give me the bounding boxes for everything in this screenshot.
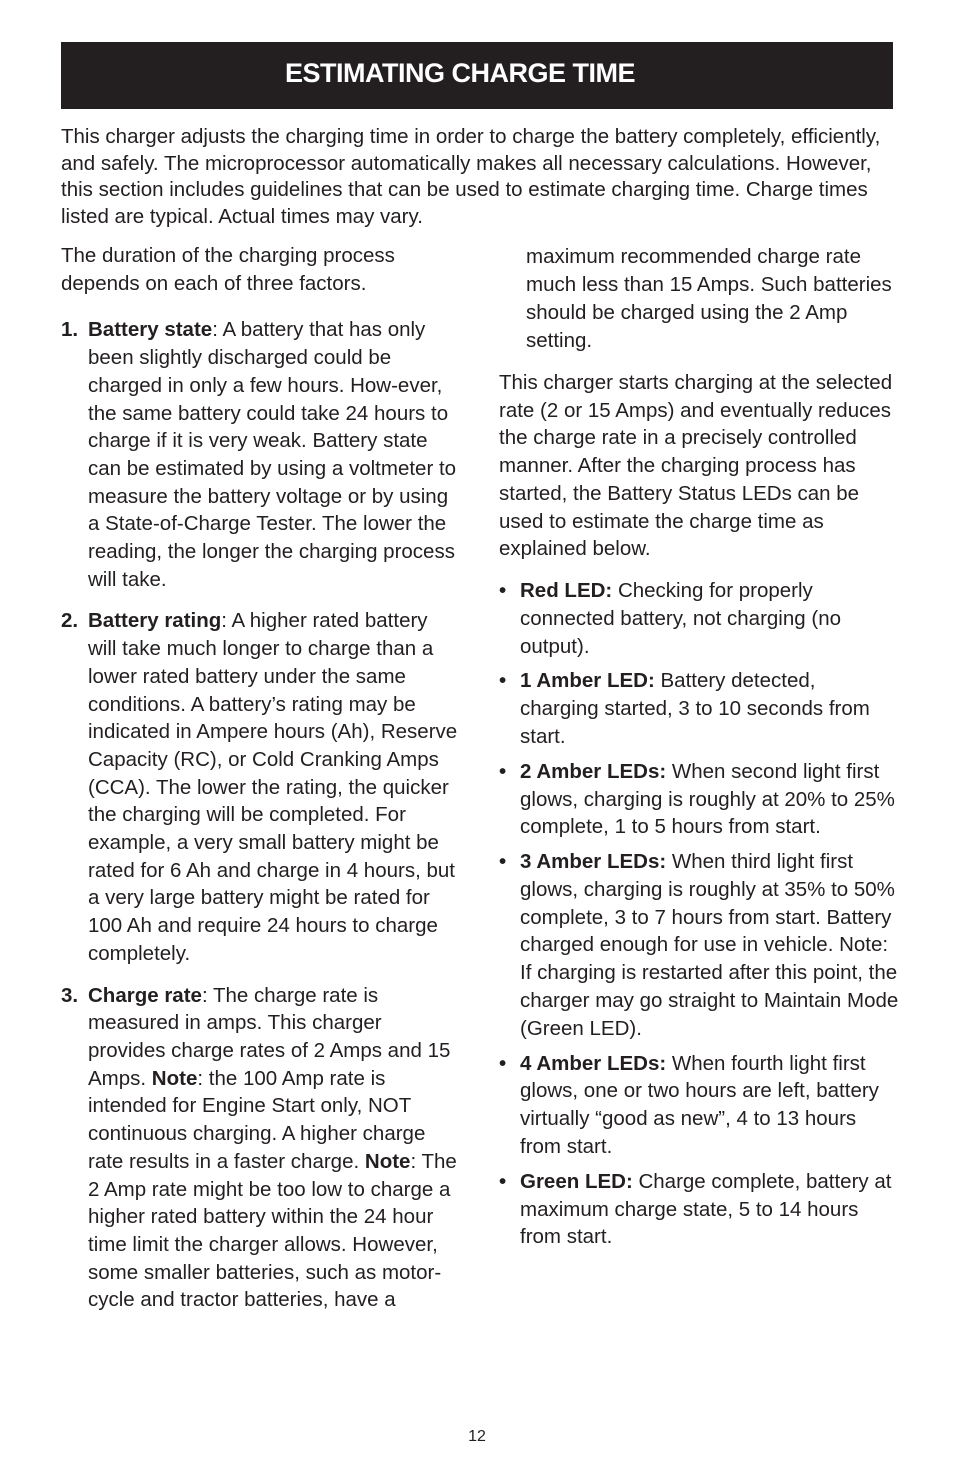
led-label: 1 Amber LED: [520, 669, 655, 693]
led-label: Green LED: [520, 1169, 633, 1193]
charging-description: This charger starts charging at the selected rate (2 or 15 Amps) and eventually reduces the charge rate in a precisely controlled manner. After the charging process has started, the Battery Status LEDs can be used to estimate the charge time as explained below. [499, 371, 893, 561]
led-label: Red LED: [520, 578, 613, 602]
factor-text: : A higher rated battery will take much longer to charge than a lower rated battery under the same conditions. A battery’s rating may be indicated in Ampere hours (Ah), Reserve Capacity (RC), or Cold Cranking Amps (CCA). The lower the rating, the quicker the charging will be completed. For example, a very small battery might be rated for 6 Ah and charge in 4 hours, but a very large battery might be rated for 100 Ah and require 24 hours to charge completely. [88, 609, 458, 965]
factor-title: Battery rating [88, 609, 222, 633]
bullet-icon: • [499, 850, 507, 874]
factor-title: Charge rate [88, 983, 202, 1007]
list-number: 3. [61, 983, 79, 1007]
factor-text: : the 100 Amp rate is intended for Engine Start only, NOT continuous charging. A higher charge rate results in a faster charge. [88, 1066, 426, 1173]
led-text: Checking for properly connected battery, not charging (no output). [520, 578, 841, 658]
list-number: 2. [61, 609, 79, 633]
list-item [499, 577, 899, 660]
led-status-list [499, 577, 899, 1251]
page-number: 12 [468, 1428, 486, 1445]
factor-battery-state [61, 316, 461, 593]
note-label: Note [151, 1066, 198, 1090]
led-text: When third light first glows, charging is roughly at 35% to 50% complete, 3 to 7 hours from start. Battery charged enough for use in vehicle. Note: If charging is restarted after this point, the charger may go straight to Maintain Mode (Green LED). [520, 850, 899, 1040]
factor-title: Battery state [88, 318, 213, 342]
factors-lead: The duration of the charging process depends on each of three factors. [61, 244, 395, 295]
intro-paragraph: This charger adjusts the charging time in order to charge the battery completely, efficiently, and safely. The microprocessor automatically makes all necessary calculations. However, this section includes guidelines that can be used to estimate charging time. Charge times listed are typical. Actual times may vary. [61, 125, 881, 228]
list-item [499, 1050, 899, 1161]
led-text: Battery detected, charging started, 3 to 10 seconds from start. [520, 669, 870, 748]
factor-text: : A battery that has only been slightly discharged could be charged in only a few hours. How-ever, the same battery could take 24 hours to charge if it is very weak. Battery state can be estimated by using a voltmeter to measure the battery voltage or by using a State-of-Charge Tester. The lower the reading, the longer the charging process will take. [88, 318, 457, 591]
list-item [499, 1168, 899, 1251]
list-item [499, 758, 899, 841]
factor-battery-rating [61, 607, 461, 967]
bullet-icon: • [499, 1051, 507, 1075]
right-column [499, 243, 899, 1251]
led-text: When fourth light first glows, one or two hours are left, battery virtually “good as new”, 4 to 13 hours from start. [520, 1051, 879, 1159]
led-label: 4 Amber LEDs: [520, 1051, 667, 1075]
section-header [61, 42, 893, 109]
list-number: 1. [61, 318, 79, 342]
note-label: Note [364, 1149, 411, 1173]
led-label: 3 Amber LEDs: [520, 850, 667, 874]
factor-text: : The charge rate is measured in amps. This charger provides charge rates of 2 Amps and 15 Amps. [88, 983, 451, 1090]
led-text: Charge complete, battery at maximum charge state, 5 to 14 hours from start. [520, 1169, 892, 1249]
bullet-icon: • [499, 578, 507, 602]
factor-text: : The 2 Amp rate might be too low to charge a higher rated battery within the 24 hour time limit the charger allows. However, some smaller batteries, such as motor-cycle and tractor batteries, have a [88, 1149, 457, 1312]
led-label: 2 Amber LEDs: [520, 759, 667, 783]
list-item [499, 848, 899, 1043]
factor-charge-rate [61, 982, 461, 1314]
bullet-icon: • [499, 1169, 507, 1193]
bullet-icon: • [499, 759, 507, 783]
page-title: ESTIMATING CHARGE TIME [285, 58, 635, 88]
charge-rate-continuation: maximum recommended charge rate much less than 15 Amps. Such batteries should be charged using the 2 Amp setting. [526, 245, 892, 352]
led-text: When second light first glows, charging is roughly at 20% to 25% complete, 1 to 5 hours from start. [520, 759, 895, 839]
list-item [499, 667, 899, 750]
bullet-icon: • [499, 669, 507, 693]
left-column [61, 242, 461, 1314]
